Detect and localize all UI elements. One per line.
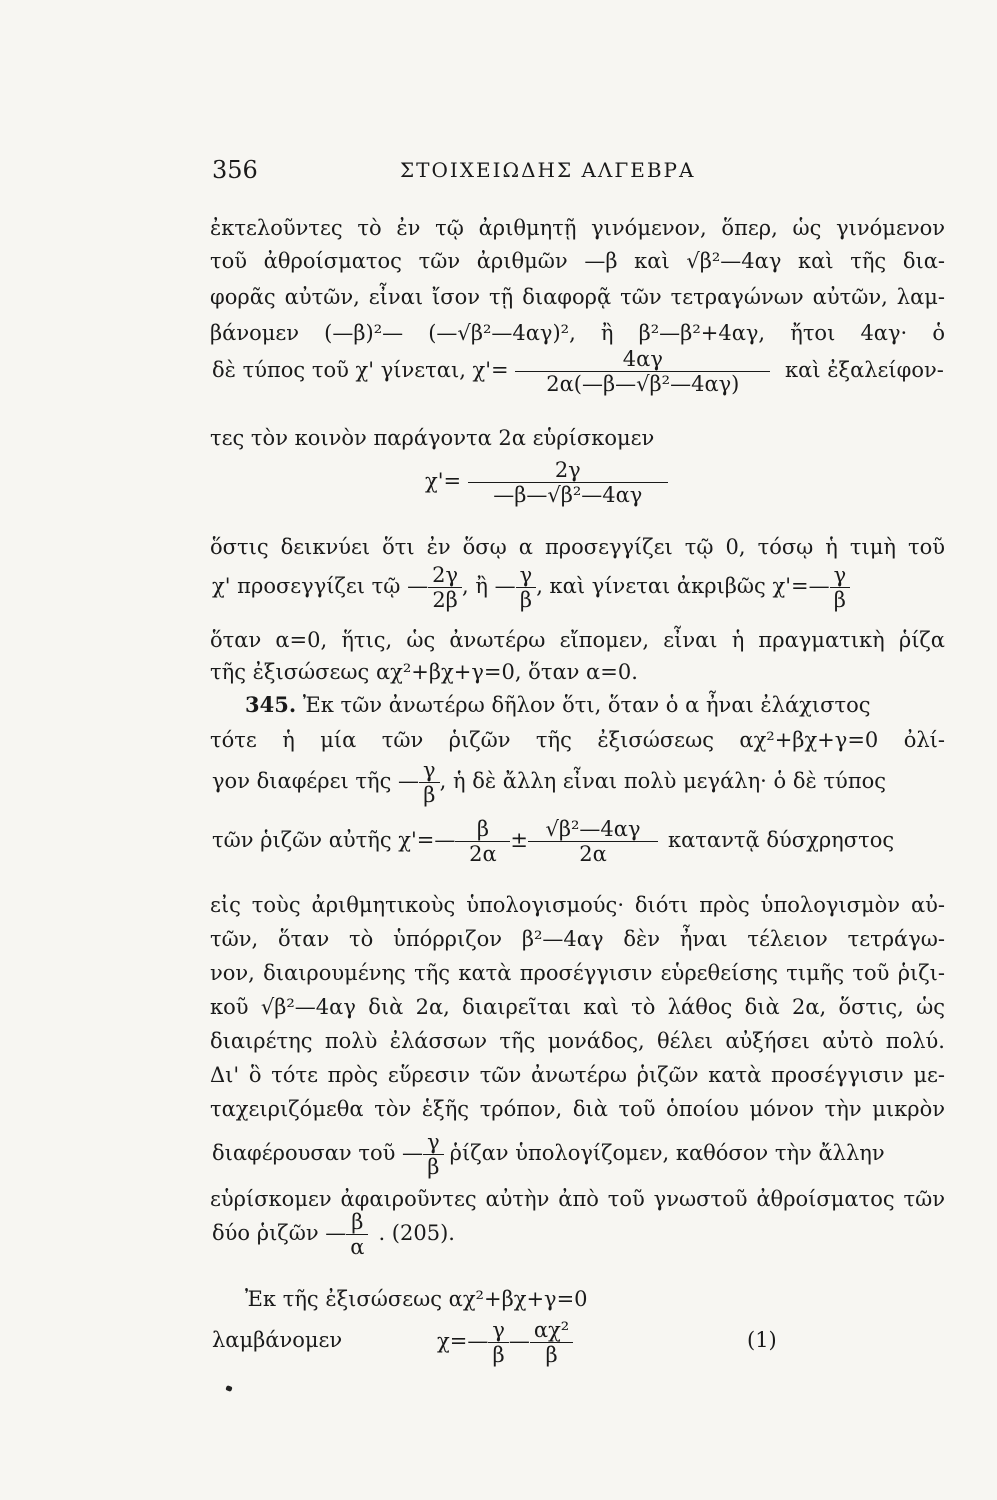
text-segment: χ' προσεγγίζει τῷ — bbox=[212, 574, 429, 598]
text-line: ταχειριζόμεθα τὸν ἑξῆς τρόπον, διὰ τοῦ ὁποίου μόνον τὴν μικρὸν bbox=[210, 1097, 945, 1121]
text-segment: , ἡ δὲ ἄλλη εἶναι πολὺ μεγάλη· ὁ δὲ τύπος bbox=[439, 769, 887, 793]
page-header bbox=[212, 148, 932, 188]
text-segment: ± bbox=[510, 828, 528, 852]
fraction bbox=[488, 1318, 509, 1367]
formula-line-differs bbox=[212, 758, 886, 807]
numerator: γ bbox=[427, 1130, 440, 1154]
equation-1 bbox=[437, 1318, 573, 1367]
denominator: 2α(—β—√β²—4αγ) bbox=[515, 371, 770, 396]
fraction bbox=[530, 1318, 573, 1367]
text-segment: λαμβάνομεν bbox=[212, 1328, 343, 1352]
numerator: 2γ bbox=[554, 458, 581, 482]
numerator: β bbox=[351, 1210, 364, 1234]
numerator: β bbox=[476, 817, 489, 841]
denominator: β bbox=[488, 1342, 509, 1367]
equation-lhs: χ=— bbox=[437, 1329, 489, 1353]
denominator: β bbox=[516, 587, 537, 612]
text-line: Ἐκ τῆς ἐξισώσεως αχ²+βχ+γ=0 bbox=[245, 1287, 588, 1311]
text-segment: τῶν ῥιζῶν αὐτῆς χ'=— bbox=[212, 828, 456, 852]
text-line: τοῦ ἀθροίσματος τῶν ἀριθμῶν —β καὶ √β²—4αγ καὶ τῆς δια- bbox=[210, 249, 945, 273]
denominator: β bbox=[830, 587, 851, 612]
text-line: διαιρέτης πολὺ ἐλάσσων τῆς μονάδος, θέλει αὐξήσει αὐτὸ πολύ. bbox=[210, 1029, 945, 1053]
denominator: 2α bbox=[455, 841, 510, 866]
formula-line-x-prime bbox=[212, 347, 944, 396]
text-line: ἐκτελοῦντες τὸ ἐν τῷ ἀριθμητῇ γινόμενον, ὅπερ, ὡς γινόμενον bbox=[210, 216, 945, 240]
text-segment: , καὶ γίνεται ἀκριβῶς χ'=— bbox=[536, 574, 830, 598]
section-number: 345. bbox=[245, 692, 297, 717]
denominator: β bbox=[530, 1342, 573, 1367]
equation-number: (1) bbox=[747, 1328, 777, 1352]
text-segment: διαφέρουσαν τοῦ — bbox=[212, 1141, 424, 1165]
text-line: εἰς τοὺς ἀριθμητικοὺς ὑπολογισμούς· διότι πρὸς ὑπολογισμὸν αὐ- bbox=[210, 893, 945, 917]
fraction bbox=[455, 817, 510, 866]
fraction bbox=[516, 563, 537, 612]
denominator: β bbox=[419, 782, 440, 807]
fraction bbox=[428, 563, 462, 612]
text-line: τες τὸν κοινὸν παράγοντα 2α εὑρίσκομεν bbox=[210, 426, 655, 450]
denominator: 2β bbox=[428, 587, 462, 612]
denominator: α bbox=[346, 1234, 368, 1259]
denominator: β bbox=[423, 1154, 444, 1179]
text-line: νον, διαιρουμένης τῆς κατὰ προσέγγισιν εὑρεθείσης τιμῆς τοῦ ῥιζι- bbox=[210, 961, 945, 985]
numerator: αχ² bbox=[533, 1318, 570, 1342]
text-segment: γον διαφέρει τῆς — bbox=[212, 769, 420, 793]
text-line: κοῦ √β²—4αγ διὰ 2α, διαιρεῖται καὶ τὸ λάθος διὰ 2α, ὅστις, ὡς bbox=[210, 995, 945, 1019]
text-line: φορᾶς αὐτῶν, εἶναι ἴσον τῇ διαφορᾷ τῶν τετραγώνων αὐτῶν, λαμ- bbox=[210, 285, 945, 309]
page-number: 356 bbox=[212, 156, 258, 184]
text-line: εὑρίσκομεν ἀφαιροῦντες αὐτὴν ἀπὸ τοῦ γνωστοῦ ἀθροίσματος τῶν bbox=[210, 1187, 945, 1211]
display-equation bbox=[425, 458, 668, 507]
formula-line-approach bbox=[212, 563, 850, 612]
fraction bbox=[423, 1130, 444, 1179]
fraction bbox=[346, 1210, 368, 1259]
denominator: 2α bbox=[528, 841, 658, 866]
fraction bbox=[830, 563, 851, 612]
text-line: τότε ἡ μία τῶν ῥιζῶν τῆς ἐξισώσεως αχ²+βχ+γ=0 ὀλί- bbox=[210, 728, 945, 752]
paragraph-345-start bbox=[245, 690, 945, 720]
fraction bbox=[515, 347, 770, 396]
formula-line-sum-roots bbox=[212, 1210, 455, 1259]
text-segment: — bbox=[508, 1329, 530, 1353]
running-title: ΣΤΟΙΧΕΙΩΔΗΣ ΑΛΓΕΒΡΑ bbox=[400, 158, 696, 182]
text-line: ὅταν α=0, ἥτις, ὡς ἀνωτέρω εἴπομεν, εἶναι ἡ πραγματικὴ ῥίζα bbox=[210, 628, 945, 652]
numerator: γ bbox=[833, 563, 847, 587]
fraction bbox=[468, 458, 668, 507]
text-line: βάνομεν (—β)²— (—√β²—4αγ)², ἢ β²—β²+4αγ, ἤτοι 4αγ· ὁ bbox=[210, 321, 945, 345]
numerator: 4αγ bbox=[622, 347, 663, 371]
fraction bbox=[419, 758, 440, 807]
ink-speck bbox=[225, 1385, 232, 1392]
text-segment: , ἢ — bbox=[462, 574, 516, 598]
numerator: √β²—4αγ bbox=[545, 817, 641, 841]
text-line: τῆς ἐξισώσεως αχ²+βχ+γ=0, ὅταν α=0. bbox=[210, 660, 638, 684]
text-segment: καταντᾷ δύσχρηστος bbox=[668, 828, 895, 852]
text-segment: ῥίζαν ὑπολογίζομεν, καθόσον τὴν ἄλλην bbox=[449, 1141, 885, 1165]
text-line: τῶν, ὅταν τὸ ὑπόρριζον β²—4αγ δὲν ἦναι τέλειον τετράγω- bbox=[210, 927, 945, 951]
numerator: γ bbox=[519, 563, 533, 587]
text-segment: δύο ῥιζῶν — bbox=[212, 1221, 347, 1245]
numerator: 2γ bbox=[432, 563, 459, 587]
numerator: γ bbox=[423, 758, 436, 782]
denominator: —β—√β²—4αγ bbox=[468, 482, 668, 507]
text-segment: . (205). bbox=[378, 1221, 455, 1245]
numerator: γ bbox=[492, 1318, 505, 1342]
text-segment: καὶ ἐξαλείφον- bbox=[785, 358, 944, 382]
fraction bbox=[528, 817, 658, 866]
formula-line-roots bbox=[212, 817, 894, 866]
text-segment: δὲ τύπος τοῦ χ' γίνεται, χ'= bbox=[212, 358, 509, 382]
equation-lhs: χ'= bbox=[425, 469, 462, 493]
text-line: Δι' ὃ τότε πρὸς εὕρεσιν τῶν ἀνωτέρω ῥιζῶν κατὰ προσέγγισιν με- bbox=[210, 1063, 945, 1087]
text-segment: Ἐκ τῶν ἀνωτέρω δῆλον ὅτι, ὅταν ὁ α ἦναι ἐλάχιστος bbox=[302, 693, 871, 717]
formula-line-differing-root bbox=[212, 1130, 885, 1179]
text-line: ὅστις δεικνύει ὅτι ἐν ὅσῳ α προσεγγίζει τῷ 0, τόσῳ ἡ τιμὴ τοῦ bbox=[210, 535, 945, 559]
